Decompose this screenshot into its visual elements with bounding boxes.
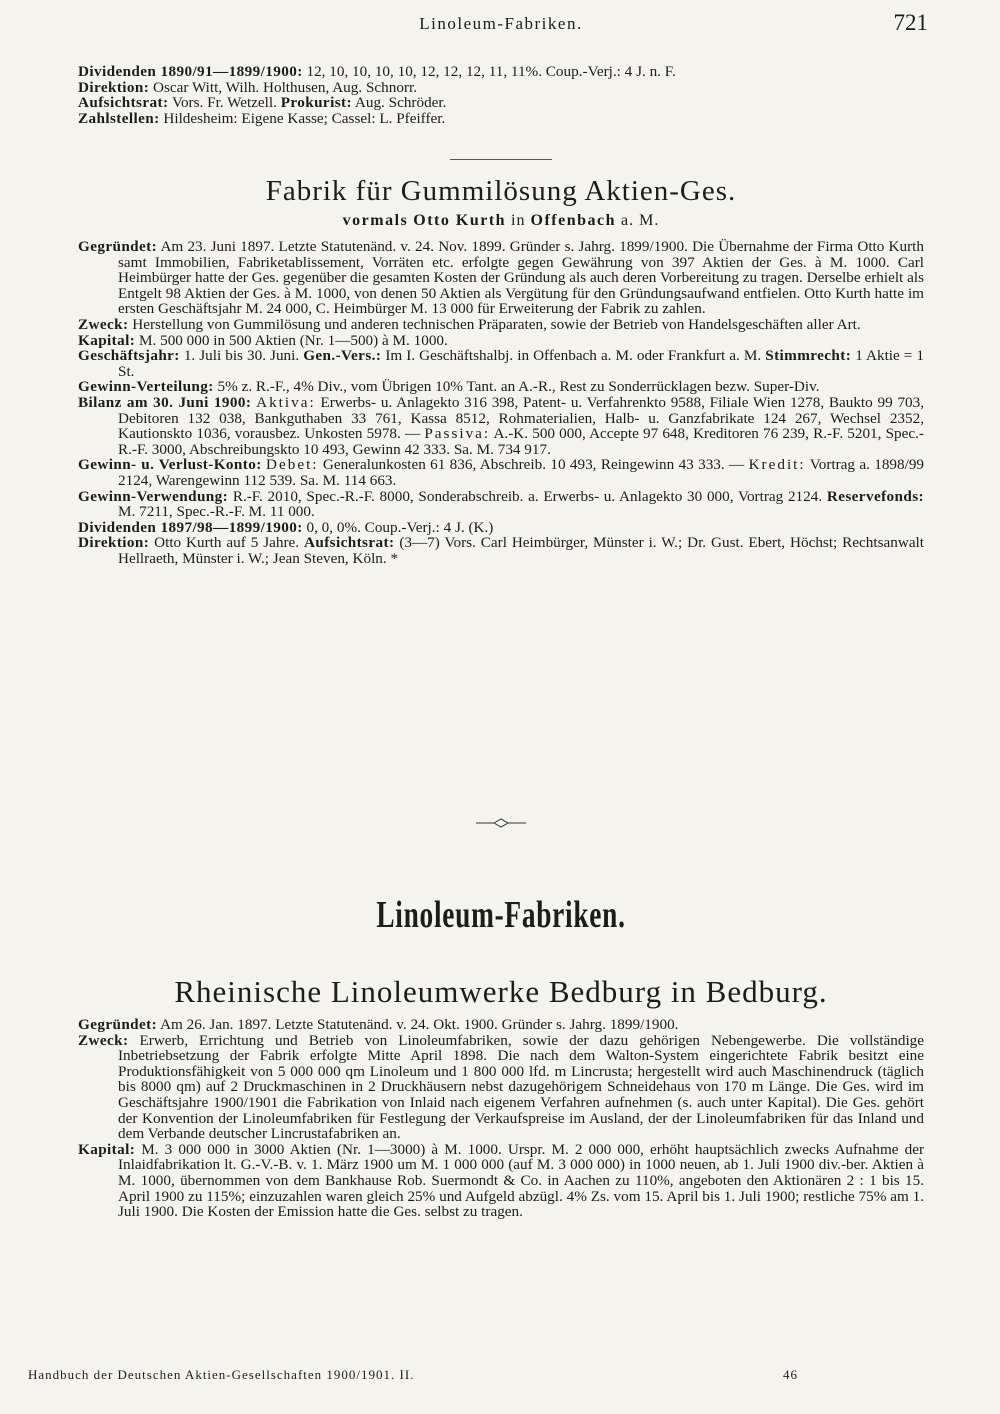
direktion-text: Otto Kurth auf 5 Jahre. <box>154 534 300 552</box>
gewinn-verwendung-text: R.-F. 2010, Spec.-R.-F. 8000, Sonderabschreib. a. Erwerbs- u. Anlagekto 30 000, Vortrag 2124. <box>232 487 823 505</box>
bilanz-passiva-text: A.-K. 500 000, Accepte 97 648, Kreditoren 76 239, R.-F. 5201, Spec.-R.-F. 3000, Abschreibungskto 10 493, Gewinn 42 333. Sa. M. 734 917. <box>118 425 924 458</box>
aufsichtsrat-label: Aufsichtsrat: <box>304 534 395 552</box>
signature-number: 46 <box>783 1367 798 1382</box>
bilanz-aktiva-word: Aktiva: <box>256 393 316 411</box>
gegruendet-text: Am 23. Juni 1897. Letzte Statutenänd. v. 24. Nov. 1899. Gründer s. Jahrg. 1899/1900. Die Übernahme der Firma Otto Kurth samt Immobilien, Fabriketablissement, Vorräten etc. erfolgte gegen Gewährung von 397 Aktien der Ges. à M. 1000. Carl Heimbürger hatte der Ges. gegenüber die gesamten Kosten der Gründung als auch deren Vorbereitung zu tragen. Derselbe erhielt als Entgelt 98 Aktien der Ges. à M. 1000, von denen 50 Aktien als Vergütung für den Gründungsaufwand entfielen. Otto Kurth hatte im ersten Geschäftsjahr M. 24 000, C. Heimbürger M. 13 000 für Erweiterung der Fabrik zu zahlen. <box>118 238 924 318</box>
company-entry <box>78 1017 924 1220</box>
geschaeftsjahr-label: Geschäftsjahr: <box>78 347 180 365</box>
subtitle-founder: Otto Kurth <box>413 212 507 229</box>
subtitle-city: Offenbach <box>530 212 616 229</box>
zweck-label: Zweck: <box>78 1031 129 1049</box>
gewinn-verteilung-label: Gewinn-Verteilung: <box>78 378 214 396</box>
aufsichtsrat-label: Aufsichtsrat: <box>78 94 169 112</box>
stimmrecht-label: Stimmrecht: <box>765 347 852 365</box>
subtitle-vormals: vormals <box>342 212 409 229</box>
gewinn-verwendung-label: Gewinn-Verwendung: <box>78 487 229 505</box>
zweck-text: Herstellung von Gummilösung und anderen technischen Präparaten, sowie der Betrieb von Handelsgeschäften aller Art. <box>132 315 861 333</box>
dividenden-label: Dividenden 1890/91—1899/1900: <box>78 63 303 80</box>
reservefonds-label: Reservefonds: <box>826 487 924 505</box>
genvers-text: Im I. Geschäftshalbj. in Offenbach a. M. oder Frankfurt a. M. <box>385 347 762 365</box>
section-title: Linoleum-Fabriken. <box>376 894 626 936</box>
geschaeftsjahr-text: 1. Juli bis 30. Juni. <box>183 347 300 365</box>
guv-kredit-word: Kredit: <box>748 456 806 474</box>
stimmrecht-text: 1 Aktie = 1 St. <box>118 347 925 380</box>
guv-kredit-text: Vortrag a. 1898/99 2124, Warengewinn 112 539. Sa. M. 114 663. <box>118 456 925 489</box>
kapital-label: Kapital: <box>78 331 136 349</box>
gegruendet-text: Am 26. Jan. 1897. Letzte Statutenänd. v. 24. Okt. 1900. Gründer s. Jahrg. 1899/1900. <box>160 1016 679 1033</box>
subtitle-suffix: a. M. <box>621 212 660 229</box>
company-title: Fabrik für Gummilösung Aktien-Ges. <box>265 175 737 207</box>
company-entry <box>78 239 924 566</box>
kapital-text: M. 500 000 in 500 Aktien (Nr. 1—500) à M. 1000. <box>139 331 448 349</box>
subtitle-in: in <box>511 212 526 229</box>
prokurist-label: Prokurist: <box>280 94 352 112</box>
zahlstellen-label: Zahlstellen: <box>78 109 160 127</box>
gewinn-verteilung-text: 5% z. R.-F., 4% Div., vom Übrigen 10% Tant. an A.-R., Rest zu Sonderrücklagen bezw. Super-Div. <box>217 378 820 396</box>
dividenden-text: 12, 10, 10, 10, 10, 12, 12, 12, 11, 11%. Coup.-Verj.: 4 J. n. F. <box>306 63 676 80</box>
kapital-label: Kapital: <box>78 1140 136 1158</box>
direktion-text: Oscar Witt, Wilh. Holthusen, Aug. Schnorr. <box>153 78 417 96</box>
aufsichtsrat-text: (3—7) Vors. Carl Heimbürger, Münster i. W.; Dr. Gust. Ebert, Höchst; Rechtsanwalt Hellraeth, Münster i. W.; Jean Steven, Köln. * <box>118 534 924 567</box>
guv-debet-word: Debet: <box>266 456 319 474</box>
company-subtitle <box>78 212 924 230</box>
bilanz-label: Bilanz am 30. Juni 1900: <box>78 393 252 411</box>
zweck-label: Zweck: <box>78 315 129 333</box>
guv-label: Gewinn- u. Verlust-Konto: <box>78 456 262 474</box>
zahlstellen-text: Hildesheim: Eigene Kasse; Cassel: L. Pfeiffer. <box>163 109 446 127</box>
dividenden-label: Dividenden 1897/98—1899/1900: <box>78 518 303 536</box>
page-number: 721 <box>893 10 928 35</box>
direktion-label: Direktion: <box>78 534 150 552</box>
bilanz-passiva-word: Passiva: <box>424 425 491 443</box>
dividenden-text: 0, 0, 0%. Coup.-Verj.: 4 J. (K.) <box>306 518 494 536</box>
gegruendet-label: Gegründet: <box>78 1016 158 1033</box>
page-footer <box>28 1367 798 1383</box>
ornament-divider <box>476 818 526 828</box>
aufsichtsrat-text: Vors. Fr. Wetzell. <box>171 94 277 112</box>
footer-text: Handbuch der Deutschen Aktien-Gesellschaften 1900/1901. II. <box>28 1367 415 1382</box>
reservefonds-text: M. 7211, Spec.-R.-F. M. 11 000. <box>118 503 315 521</box>
running-head <box>78 10 928 36</box>
direktion-label: Direktion: <box>78 78 150 96</box>
prokurist-text: Aug. Schröder. <box>354 94 447 112</box>
separator-rule <box>450 159 552 160</box>
previous-entry <box>78 64 924 126</box>
bilanz-aktiva-text: Erwerbs- u. Anlagekto 316 398, Patent- u. Verfahrenkto 9588, Filiale Wien 1278, Baukto 99 703, Debitoren 132 038, Bankguthaben 33 761, Kassa 8512, Rohmaterialien, Halb- u. Ganzfabrikate 124 267, Wechsel 2352, Kautionskto 1036, vorausbez. Unkosten 5978. — <box>118 393 925 443</box>
running-title: Linoleum-Fabriken. <box>419 14 583 33</box>
kapital-text: M. 3 000 000 in 3000 Aktien (Nr. 1—3000) à M. 1000. Urspr. M. 2 000 000, erhöht hauptsächlich zwecks Aufnahme der Inlaidfabrikation lt. G.-V.-B. v. 1. März 1900 um M. 1 000 000 (auf M. 3 000 000) in 1000 neuen, ab 1. Juli 1900 div.-ber. Aktien à M. 1000, übernommen von dem Bankhause Rob. Suermondt & Co. in Aachen zu 110%, angeboten den Aktionären 2 : 1 bis 15. April 1900 zu 115%; einzuzahlen waren gleich 25% und Aufgeld abzügl. 4% Zs. vom 15. April bis 1. Juli 1900; restliche 75% am 1. Juli 1900. Die Kosten der Emission hatte die Ges. selbst zu tragen. <box>118 1140 925 1221</box>
guv-debet-text: Generalunkosten 61 836, Abschreib. 10 493, Reingewinn 43 333. — <box>322 456 745 474</box>
gegruendet-label: Gegründet: <box>78 238 158 255</box>
zweck-text: Erwerb, Errichtung und Betrieb von Linoleumfabriken, sowie der dazu gehörigen Nebengewerbe. Die vollständige Inbetriebsetzung der Fabrik erfolgte Mitte April 1898. Die nach dem Walton-System eingerichtete Fabrik besitzt eine Produktionsfähigkeit von 5 000 000 qm Linoleum und 1 800 000 lfd. m Lincrusta; hergestellt wird auch Maschinendruck (täglich bis 8000 qm) auf 2 Druckmaschinen in 2 Druckhäusern nebst dazugehörigem Schneidehaus von 170 m Länge. Die Ges. wird im Geschäftsjahre 1900/1901 die Fabrikation von Inlaid nach eigenem Verfahren aufnehmen (s. auch unter Kapital). Die Ges. gehört der Konvention der Linoleumfabriken für Festlegung der Verkaufspreise im Ausland, der der Linoleumfabriken für das Inland und dem Verbande deutscher Lincrustafabriken an. <box>118 1031 924 1143</box>
company-title: Rheinische Linoleumwerke Bedburg in Bedburg. <box>174 974 828 1009</box>
genvers-label: Gen.-Vers.: <box>303 347 382 365</box>
